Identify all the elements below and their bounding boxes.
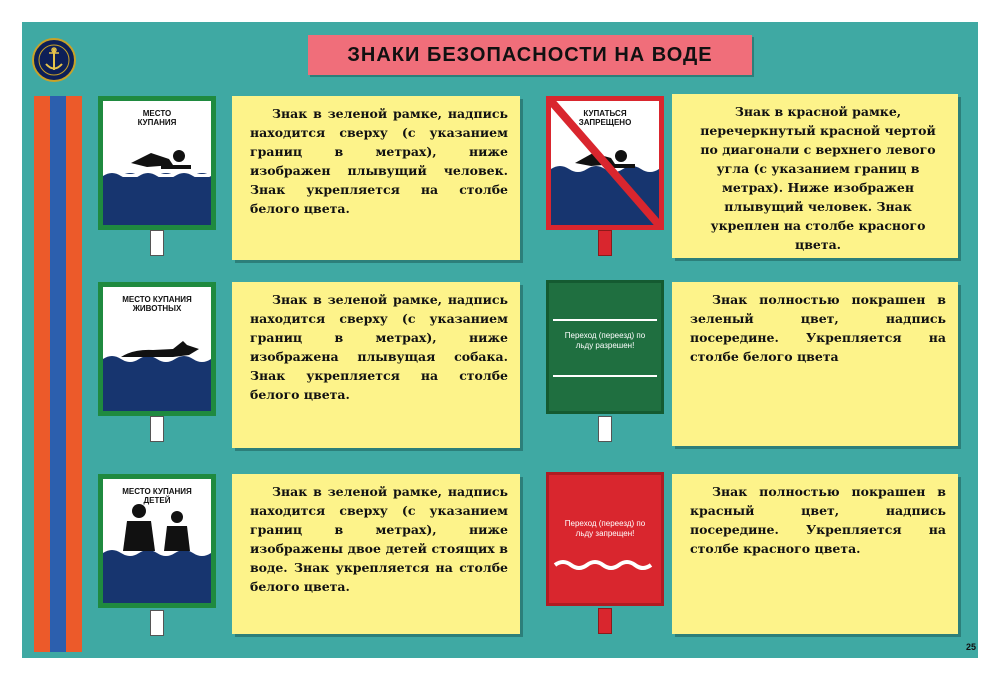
sign-label: КУПАТЬСЯ ЗАПРЕЩЕНО <box>551 109 659 127</box>
divider <box>553 375 657 377</box>
sign-post <box>598 230 612 256</box>
sign-ice-crossing-prohibited <box>546 472 664 606</box>
sign-post <box>598 608 612 634</box>
swimmer-icon <box>103 101 211 225</box>
swimmer-icon <box>551 101 659 225</box>
flag-stripes <box>34 96 82 652</box>
description-text: Знак в зеленой рамке, надпись находится сверху (с указанием границ в метрах), ниже изображен плывущий человек. Знак укрепляется на столбе белого цвета. <box>250 106 508 216</box>
description-text: Знак в зеленой рамке, надпись находится сверху (с указанием границ в метрах), ниже изображена плывущая собака. Знак укрепляется на столбе белого цвета. <box>250 292 508 402</box>
sign-label: Переход (переезд) по льду разрешен! <box>564 331 646 350</box>
sign-label: МЕСТО КУПАНИЯ ДЕТЕЙ <box>122 487 192 505</box>
description-box <box>672 474 958 634</box>
sign-post <box>150 610 164 636</box>
sign-animal-swimming-place <box>98 282 216 416</box>
swimming-dog-icon <box>103 287 211 411</box>
description-text: Знак полностью покрашен в красный цвет, надпись посередине. Укрепляется на столбе красного цвета. <box>690 484 946 556</box>
sign-post <box>150 230 164 256</box>
sign-ice-crossing-allowed <box>546 280 664 414</box>
description-box <box>232 474 520 634</box>
description-text: Знак в красной рамке, перечеркнутый красной чертой по диагонали с верхнего левого угла (с указанием границ в метрах). Ниже изображен плывущий человек. Знак укреплен на столбе красного цвета. <box>700 104 936 252</box>
description-text: Знак полностью покрашен в зеленый цвет, надпись посередине. Укрепляется на столбе белого цвета <box>690 292 946 364</box>
sign-post <box>598 416 612 442</box>
sign-swimming-prohibited <box>546 96 664 230</box>
page-number: 25 <box>965 642 976 652</box>
sign-label: МЕСТО КУПАНИЯ ЖИВОТНЫХ <box>122 295 192 313</box>
page-title: ЗНАКИ БЕЗОПАСНОСТИ НА ВОДЕ <box>308 35 752 75</box>
anchor-emblem-icon <box>32 38 76 82</box>
wave-line-icon <box>549 475 661 603</box>
description-box <box>232 96 520 260</box>
sign-swimming-place <box>98 96 216 230</box>
children-icon <box>103 479 211 603</box>
sign-children-swimming-place <box>98 474 216 608</box>
sign-label: МЕСТО КУПАНИЯ <box>137 109 177 127</box>
description-text: Знак в зеленой рамке, надпись находится сверху (с указанием границ в метрах), ниже изображены двое детей стоящих в воде. Знак укрепляется на столбе белого цвета. <box>250 484 508 594</box>
sign-post <box>150 416 164 442</box>
description-box <box>672 94 958 258</box>
description-box <box>672 282 958 446</box>
divider <box>553 319 657 321</box>
description-box <box>232 282 520 448</box>
sign-label: Переход (переезд) по льду запрещен! <box>564 519 646 538</box>
